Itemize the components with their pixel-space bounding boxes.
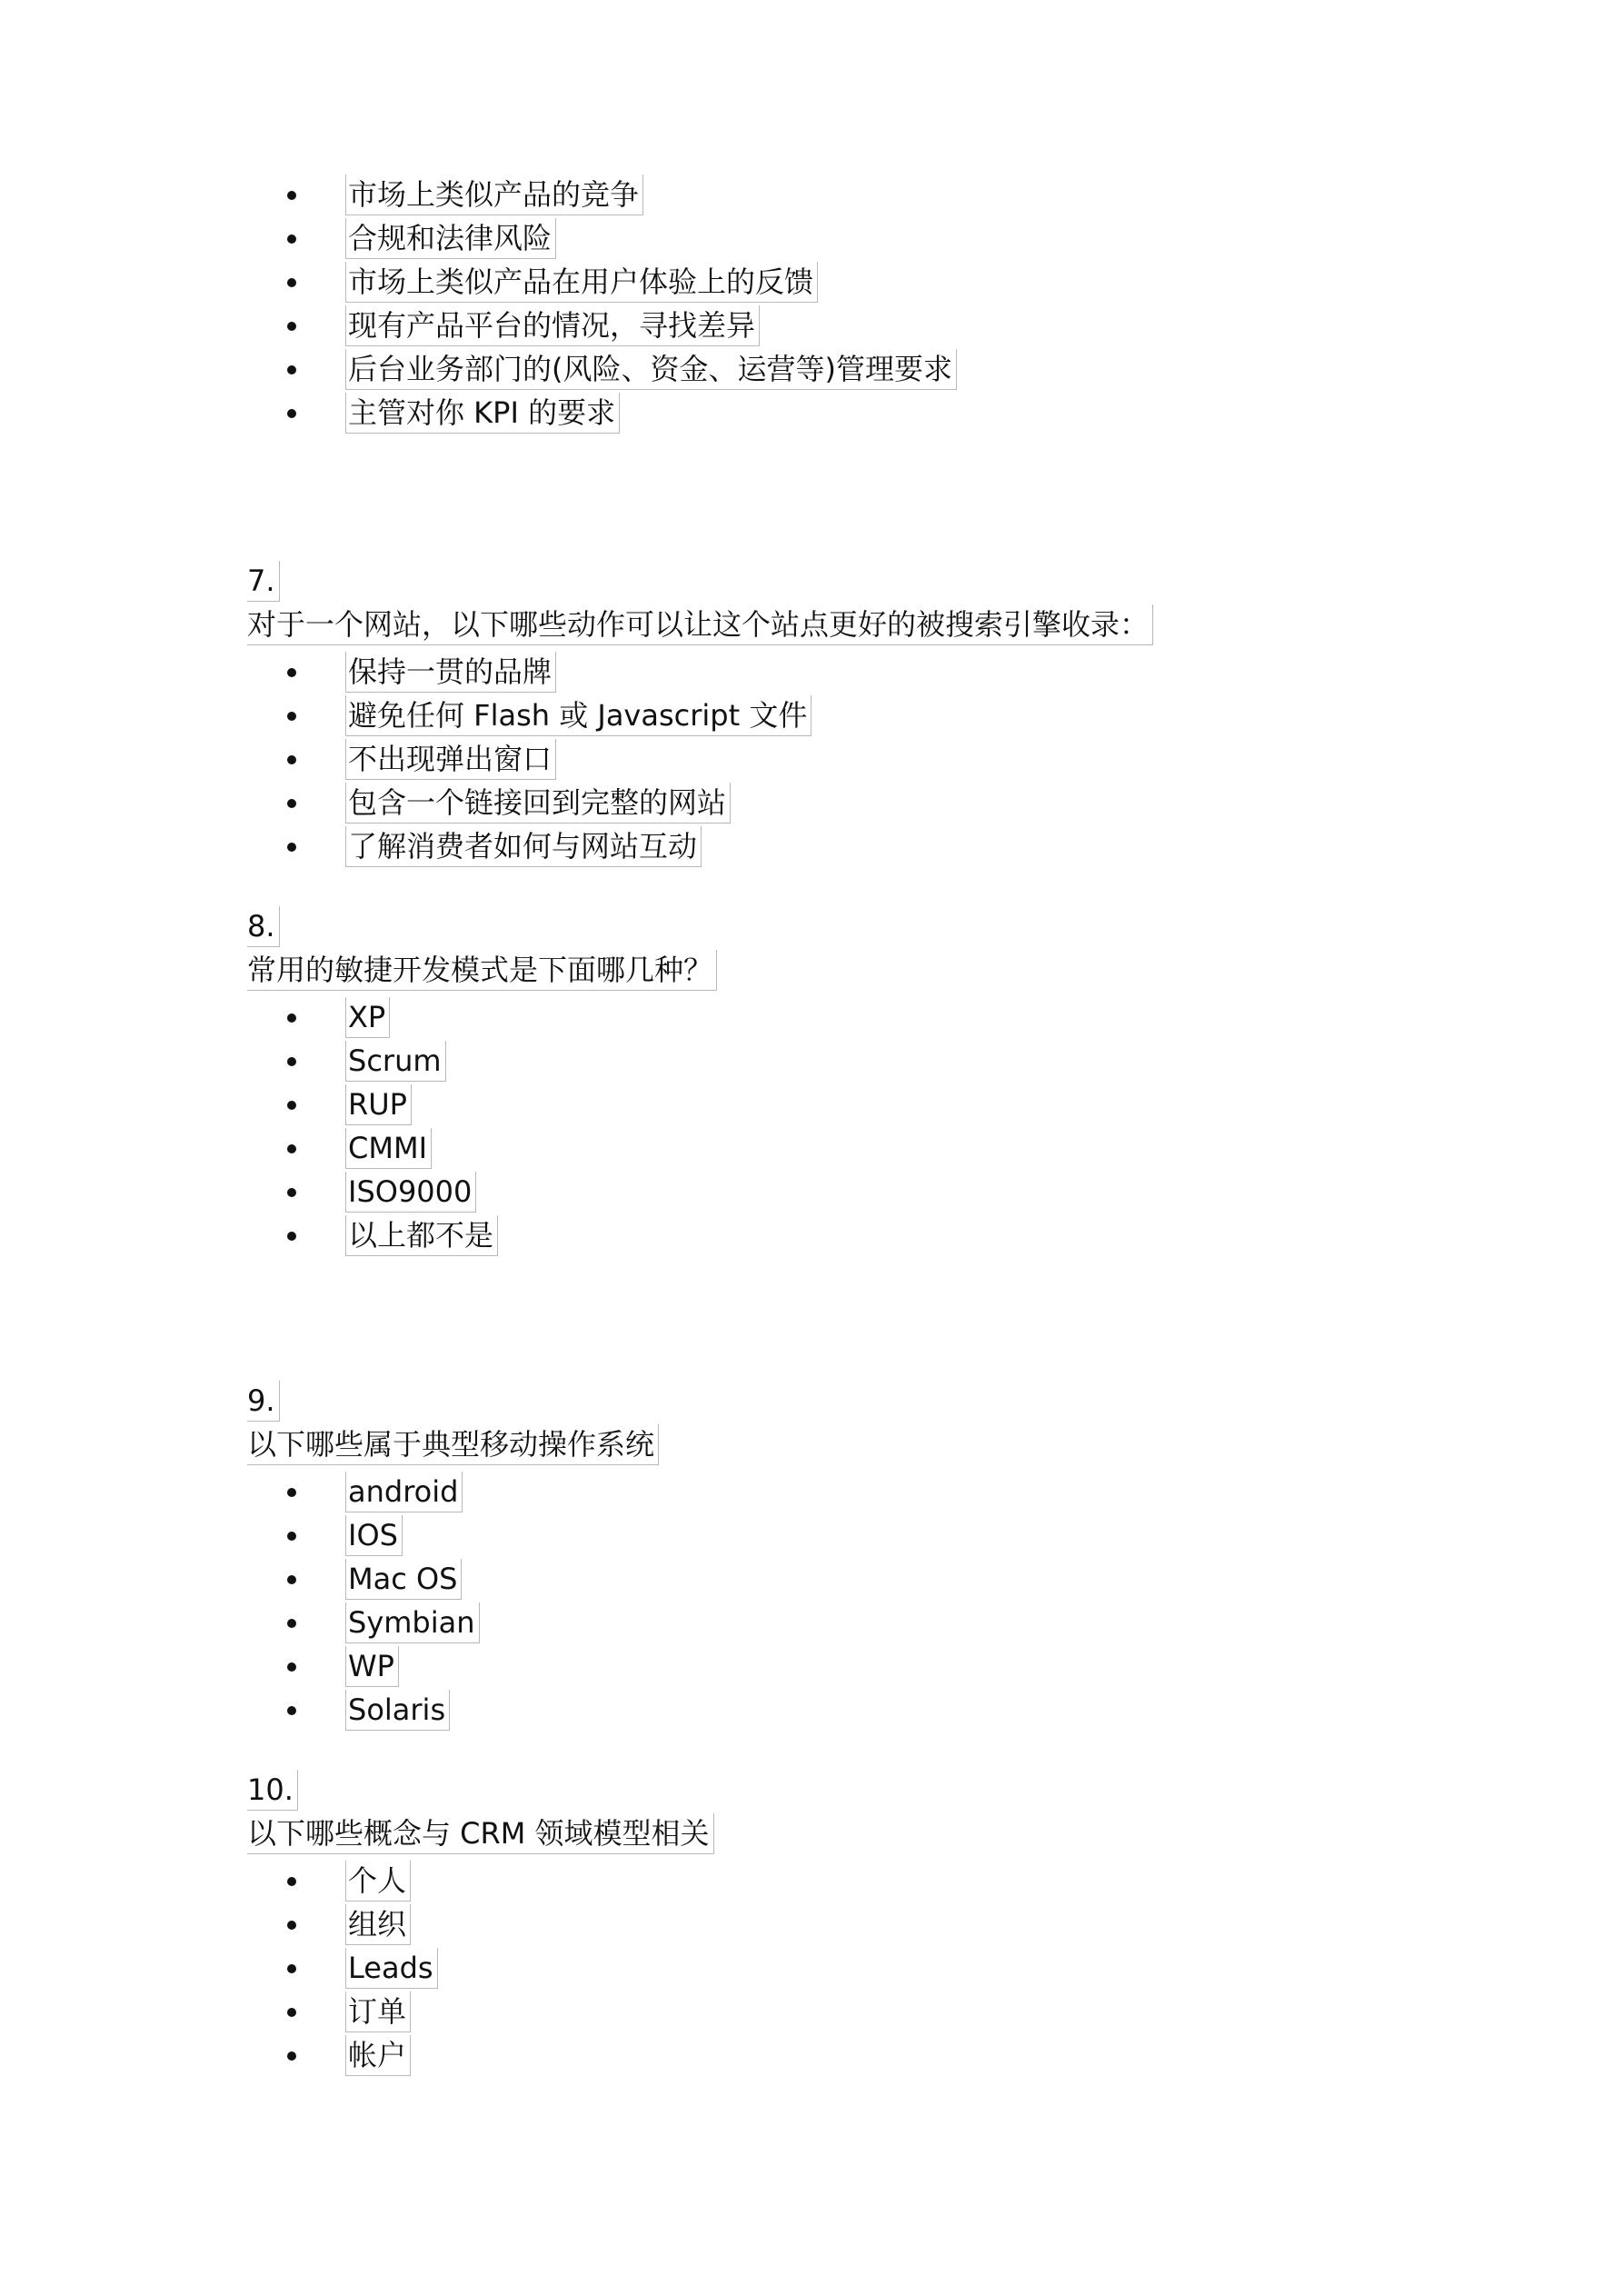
bullet-icon bbox=[287, 365, 296, 374]
list-item bbox=[345, 650, 1153, 694]
bullet-icon bbox=[287, 1057, 296, 1066]
list-item bbox=[345, 1557, 659, 1601]
bullet-icon bbox=[287, 712, 296, 721]
list-item bbox=[345, 216, 957, 260]
option-list bbox=[0, 650, 1153, 868]
list-item bbox=[345, 824, 1153, 868]
bullet-icon bbox=[287, 1013, 296, 1023]
list-item bbox=[345, 781, 1153, 824]
option-text: Leads bbox=[345, 1948, 438, 1989]
bullet-icon bbox=[287, 278, 296, 287]
option-text: 组织 bbox=[345, 1904, 411, 1945]
list-item bbox=[345, 1470, 659, 1513]
bullet-icon bbox=[287, 1144, 296, 1153]
question-10 bbox=[0, 1768, 714, 2077]
list-item bbox=[345, 1083, 717, 1126]
option-text: 市场上类似产品的竞争 bbox=[345, 175, 643, 215]
bullet-icon bbox=[287, 1619, 296, 1628]
bullet-icon bbox=[287, 1706, 296, 1715]
option-text: 以上都不是 bbox=[345, 1215, 498, 1256]
option-text: 个人 bbox=[345, 1861, 411, 1902]
option-text: 了解消费者如何与网站互动 bbox=[345, 826, 702, 867]
list-item bbox=[345, 1990, 714, 2033]
question-text: 常用的敏捷开发模式是下面哪几种？ bbox=[247, 948, 717, 992]
list-item bbox=[345, 347, 957, 391]
option-text: Mac OS bbox=[345, 1559, 462, 1600]
option-list bbox=[0, 995, 717, 1257]
list-item bbox=[345, 260, 957, 304]
option-text: WP bbox=[345, 1646, 399, 1687]
option-text: 帐户 bbox=[345, 2035, 411, 2076]
question-number: 10. bbox=[247, 1768, 714, 1812]
question-8 bbox=[0, 904, 717, 1257]
question-text: 对于一个网站，以下哪些动作可以让这个站点更好的被搜索引擎收录： bbox=[247, 603, 1153, 646]
option-text: Scrum bbox=[345, 1041, 446, 1082]
option-text: Solaris bbox=[345, 1690, 450, 1731]
bullet-icon bbox=[287, 1101, 296, 1110]
list-item bbox=[345, 1170, 717, 1213]
bullet-icon bbox=[287, 2051, 296, 2061]
bullet-icon bbox=[287, 843, 296, 852]
question-number: 7. bbox=[247, 559, 1153, 603]
list-item bbox=[345, 1601, 659, 1644]
bullet-icon bbox=[287, 2008, 296, 2017]
list-item bbox=[345, 995, 717, 1039]
question-7 bbox=[0, 559, 1153, 868]
bullet-icon bbox=[287, 235, 296, 244]
option-text: IOS bbox=[345, 1515, 403, 1556]
list-item bbox=[345, 1946, 714, 1990]
bullet-icon bbox=[287, 1532, 296, 1541]
bullet-icon bbox=[287, 1488, 296, 1497]
option-list bbox=[0, 1470, 659, 1732]
option-text: android bbox=[345, 1472, 463, 1512]
list-item bbox=[345, 1859, 714, 1902]
bullet-icon bbox=[287, 409, 296, 418]
option-text: ISO9000 bbox=[345, 1172, 476, 1213]
bullet-icon bbox=[287, 1964, 296, 1973]
intro-option-list bbox=[0, 173, 957, 434]
option-text: CMMI bbox=[345, 1128, 432, 1169]
list-item bbox=[345, 1213, 717, 1257]
list-item bbox=[345, 173, 957, 216]
bullet-icon bbox=[287, 191, 296, 200]
option-text: 合规和法律风险 bbox=[345, 218, 556, 259]
option-text: 现有产品平台的情况，寻找差异 bbox=[345, 305, 760, 346]
list-item bbox=[345, 1902, 714, 1946]
option-text: RUP bbox=[345, 1084, 412, 1125]
option-text: 主管对你 KPI 的要求 bbox=[345, 393, 620, 434]
bullet-icon bbox=[287, 1188, 296, 1197]
bullet-icon bbox=[287, 1575, 296, 1584]
option-list bbox=[0, 1859, 714, 2077]
question-text: 以下哪些概念与 CRM 领域模型相关 bbox=[247, 1812, 714, 1855]
list-item bbox=[345, 1688, 659, 1732]
list-item bbox=[345, 1644, 659, 1688]
bullet-icon bbox=[287, 1662, 296, 1672]
option-text: 不出现弹出窗口 bbox=[345, 739, 556, 780]
question-number: 9. bbox=[247, 1379, 659, 1423]
list-item bbox=[345, 737, 1153, 781]
list-item bbox=[345, 694, 1153, 737]
question-9 bbox=[0, 1379, 659, 1732]
bullet-icon bbox=[287, 1877, 296, 1886]
list-item bbox=[345, 391, 957, 434]
bullet-icon bbox=[287, 668, 296, 677]
list-item bbox=[345, 1513, 659, 1557]
bullet-icon bbox=[287, 322, 296, 331]
option-text: XP bbox=[345, 997, 390, 1038]
bullet-icon bbox=[287, 1921, 296, 1930]
bullet-icon bbox=[287, 1232, 296, 1241]
option-text: 市场上类似产品在用户体验上的反馈 bbox=[345, 262, 818, 303]
question-number: 8. bbox=[247, 904, 717, 948]
list-item bbox=[345, 2033, 714, 2077]
option-text: Symbian bbox=[345, 1602, 480, 1643]
bullet-icon bbox=[287, 755, 296, 764]
list-item bbox=[345, 304, 957, 347]
option-text: 保持一贯的品牌 bbox=[345, 652, 556, 693]
list-item bbox=[345, 1039, 717, 1083]
option-text: 避免任何 Flash 或 Javascript 文件 bbox=[345, 695, 812, 736]
bullet-icon bbox=[287, 799, 296, 808]
list-item bbox=[345, 1126, 717, 1170]
option-text: 订单 bbox=[345, 1992, 411, 2032]
question-text: 以下哪些属于典型移动操作系统 bbox=[247, 1423, 659, 1466]
option-text: 后台业务部门的(风险、资金、运营等)管理要求 bbox=[345, 349, 957, 390]
option-text: 包含一个链接回到完整的网站 bbox=[345, 783, 731, 824]
